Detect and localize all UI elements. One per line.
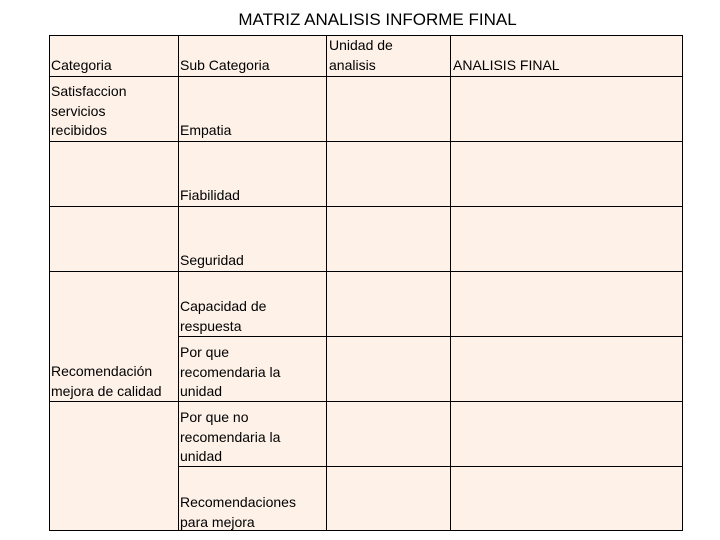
- subcategory-por-que-recomendaria: Por que recomendaria la unidad: [180, 344, 281, 399]
- header-unidad-analisis: Unidad de analisis: [329, 37, 393, 73]
- column-divider: [326, 36, 327, 530]
- row-divider: [178, 336, 683, 337]
- subcategory-fiabilidad: Fiabilidad: [180, 187, 240, 203]
- header-categoria: Categoria: [51, 57, 112, 73]
- category-satisfaccion: Satisfaccion servicios recibidos: [51, 83, 127, 138]
- page-title: MATRIZ ANALISIS INFORME FINAL: [238, 10, 517, 29]
- row-divider: [50, 206, 683, 207]
- category-recomendacion: Recomendación mejora de calidad: [51, 363, 162, 399]
- row-divider: [50, 76, 683, 77]
- subcategory-empatia: Empatia: [180, 122, 232, 138]
- subcategory-capacidad: Capacidad de respuesta: [180, 298, 267, 334]
- analysis-matrix: [49, 35, 683, 531]
- row-divider: [50, 141, 683, 142]
- row-divider: [50, 271, 683, 272]
- column-divider: [178, 36, 179, 530]
- header-analisis-final: ANALISIS FINAL: [453, 57, 560, 73]
- subcategory-recomendaciones: Recomendaciones para mejora: [180, 494, 296, 530]
- column-divider: [450, 36, 451, 530]
- row-divider: [50, 401, 683, 402]
- header-sub-categoria: Sub Categoria: [180, 57, 270, 73]
- subcategory-por-que-no-recomendaria: Por que no recomendaria la unidad: [180, 409, 281, 464]
- subcategory-seguridad: Seguridad: [180, 252, 244, 268]
